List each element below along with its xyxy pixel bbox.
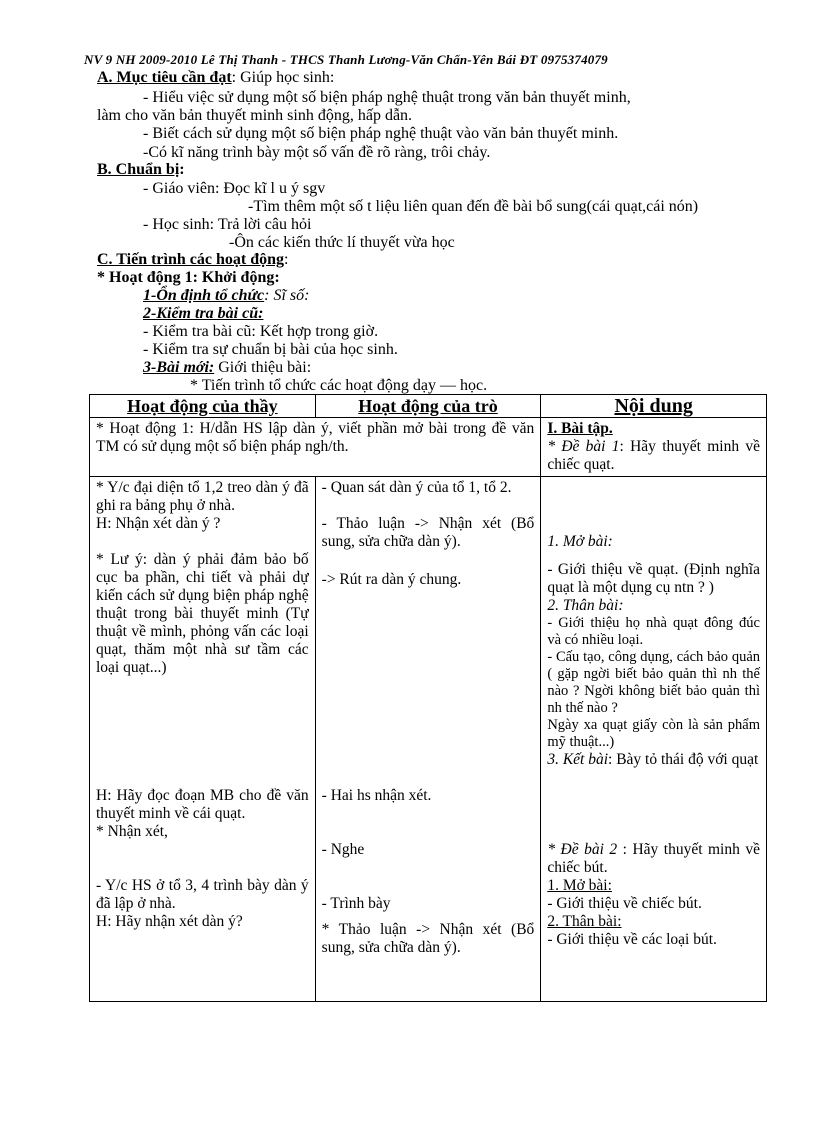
- content-conclusion-text: : Bày tỏ thái độ với quạt: [608, 751, 759, 768]
- content-body-title: 2. Thân bài:: [547, 597, 624, 614]
- step-3-title: 3-Bài mới:: [143, 359, 215, 376]
- exercise-cell: [541, 418, 767, 477]
- content-body-1: - Giới thiệu họ nhà quạt đông đúc và có nhiều loại.: [547, 615, 760, 648]
- content-body-3: Ngày xa quạt giấy còn là sản phẩm mỹ thuật...): [547, 717, 760, 750]
- exercise-2-intro-title: 1. Mở bài:: [547, 877, 612, 894]
- section-b-line-4: -Ôn các kiến thức lí thuyết vừa học: [229, 234, 455, 251]
- step-2-title: 2-Kiểm tra bài cũ:: [143, 305, 264, 322]
- section-b-colon: :: [179, 161, 185, 178]
- exercise-2-text: : Hãy thuyết minh về chiếc bút.: [547, 841, 760, 876]
- section-c-heading: [97, 250, 288, 269]
- student-item-5: - Nghe: [321, 841, 365, 858]
- teacher-item-5: * Nhận xét,: [96, 823, 168, 840]
- teacher-item-7: H: Hãy nhận xét dàn ý?: [96, 913, 243, 930]
- content-cell: [541, 477, 767, 1002]
- student-item-4: - Hai hs nhận xét.: [321, 787, 432, 804]
- page-header: NV 9 NH 2009-2010 Lê Thị Thanh - THCS Thanh Lương-Văn Chấn-Yên Bái ĐT 0975374079: [84, 52, 608, 67]
- step-1-title: 1-Ổn định tổ chức: [143, 287, 265, 304]
- table-row: [90, 477, 767, 1002]
- section-a-line-4: -Có kĩ năng trình bày một số vấn đề rõ ràng, trôi chảy.: [143, 144, 491, 161]
- exercise-2-intro-text: - Giới thiệu về chiếc bút.: [547, 895, 702, 912]
- student-item-7: * Thảo luận -> Nhận xét (Bổ sung, sửa chữa dàn ý).: [321, 921, 535, 956]
- activity-1-text: * Hoạt động 1: H/dẫn HS lập dàn ý, viết phần mở bài trong đề văn TM có sử dụng một số biện pháp ngh/th.: [96, 420, 535, 455]
- student-item-1: - Quan sát dàn ý của tổ 1, tổ 2.: [321, 479, 512, 496]
- exercise-1: [547, 438, 760, 474]
- teacher-item-2: H: Nhận xét dàn ý ?: [96, 515, 221, 532]
- content-intro-text: - Giới thiệu về quạt. (Định nghĩa quạt là một dụng cụ ntn ? ): [547, 561, 760, 596]
- step-4: * Tiến trình tổ chức các hoạt động dạy — học.: [190, 377, 488, 394]
- content-conclusion-title: 3. Kết bài: [547, 751, 609, 768]
- step-2-line-1: - Kiểm tra bài cũ: Kết hợp trong giờ.: [143, 323, 379, 340]
- exercise-1-text: : Hãy thuyết minh về chiếc quạt.: [547, 438, 760, 473]
- section-b-line-1: - Giáo viên: Đọc kĩ l u ý sgv: [143, 180, 326, 197]
- table-row: [90, 418, 767, 477]
- activity-1-heading: * Hoạt động 1: Khởi động:: [97, 269, 280, 286]
- teacher-item-1: * Y/c đại diện tổ 1,2 treo dàn ý đã ghi ra bảng phụ ở nhà.: [96, 479, 309, 514]
- section-a-line-3: - Biết cách sử dụng một số biện pháp nghệ thuật vào văn bản thuyết minh.: [143, 125, 619, 142]
- section-c-colon: :: [284, 251, 289, 268]
- header-student: Hoạt động của trò: [315, 395, 541, 418]
- table-header-row: [90, 395, 767, 418]
- section-c-title: C. Tiến trình các hoạt động: [97, 251, 284, 268]
- step-2-line-2: - Kiểm tra sự chuẩn bị bài của học sinh.: [143, 341, 398, 358]
- student-item-2: - Thảo luận -> Nhận xét (Bổ sung, sửa chữa dàn ý).: [321, 515, 535, 550]
- section-a-heading: [97, 68, 334, 87]
- section-b-line-2: -Tìm thêm một số t liệu liên quan đến đề bài bổ sung(cái quạt,cái nón): [248, 198, 699, 215]
- teacher-item-4: H: Hãy đọc đoạn MB cho đề văn thuyết minh về cái quạt.: [96, 787, 309, 822]
- content-conclusion: [547, 751, 760, 769]
- content-body-2: - Cấu tạo, công dụng, cách bảo quản ( gặp ngời biết bảo quản thì nh thế nào ? Ngời không biết bảo quản thì nh thế nào ?: [547, 649, 760, 716]
- exercise-2-label: * Đề bài 2: [547, 841, 618, 858]
- student-item-6: - Trình bày: [321, 895, 391, 912]
- section-a-title: A. Mục tiêu cần đạt: [97, 69, 232, 86]
- section-a-intro: : Giúp học sinh:: [231, 69, 335, 86]
- step-1-attendance: : Sĩ số:: [264, 287, 310, 304]
- step-3: [143, 358, 311, 377]
- lesson-table: [89, 394, 767, 1002]
- exercise-2-body-title: 2. Thân bài:: [547, 913, 622, 930]
- section-b-title: B. Chuẩn bị: [97, 161, 180, 178]
- activity-1-cell: [90, 418, 541, 477]
- header-content: Nội dung: [541, 395, 767, 418]
- section-a-line-1: - Hiểu việc sử dụng một số biện pháp nghệ thuật trong văn bản thuyết minh,: [143, 89, 631, 106]
- student-cell: [315, 477, 541, 1002]
- exercise-title: I. Bài tập.: [547, 420, 613, 437]
- teacher-item-3: * Lư ý: dàn ý phải đảm bảo bố cục ba phần, chi tiết và phải dự kiến cách sử dụng biện pháp nghệ thuật trong bài thuyết minh (Tự thuật về mình, phỏng vấn các loại quạt, thăm một nhà sư tầm các loại quạt...): [96, 551, 309, 676]
- exercise-1-label: * Đề bài 1: [547, 438, 620, 455]
- step-1: [143, 286, 309, 305]
- section-a-line-2: làm cho văn bản thuyết minh sinh động, hấp dẫn.: [97, 107, 413, 124]
- content-intro-title: 1. Mở bài:: [547, 533, 613, 550]
- section-b-line-3: - Học sinh: Trả lời câu hỏi: [143, 216, 312, 233]
- student-item-3: -> Rút ra dàn ý chung.: [321, 571, 462, 588]
- section-b-heading: [97, 160, 185, 179]
- header-teacher: Hoạt động của thầy: [90, 395, 316, 418]
- teacher-cell: [90, 477, 316, 1002]
- step-3-intro: Giới thiệu bài:: [214, 359, 312, 376]
- teacher-item-6: - Y/c HS ở tổ 3, 4 trình bày dàn ý đã lập ở nhà.: [96, 877, 309, 912]
- exercise-2-body-text: - Giới thiệu về các loại bút.: [547, 931, 717, 948]
- exercise-2: [547, 841, 760, 877]
